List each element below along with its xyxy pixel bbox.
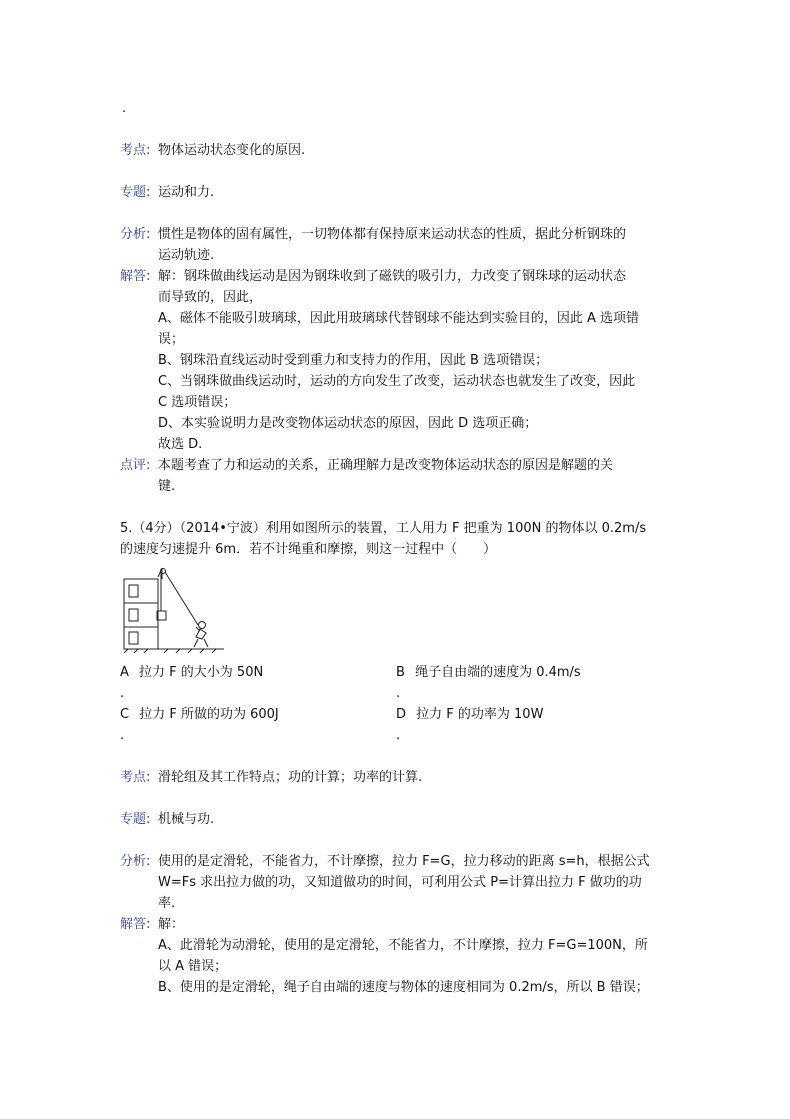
q4-jieda-line: 误； [158, 332, 185, 347]
q4-zhuanti-label: 专题: [120, 185, 151, 200]
q5-kaodian-label: 考点: [120, 770, 151, 785]
option-c-dot: . [120, 728, 125, 743]
option-d [396, 704, 543, 725]
q5-stem-line: 5.（4分）（2014•宁波）利用如图所示的装置，工人用力 F 把重为 100N 的物体以 0.2m/s [120, 521, 647, 536]
q4-jieda-line: B、钢珠沿直线运动时受到重力和支持力的作用，因此 B 选项错误； [158, 353, 549, 368]
q5-jieda-line: A、此滑轮为动滑轮，使用的是定滑轮，不能省力，不计摩擦，拉力 F=G=100N，所 [158, 938, 648, 953]
q4-jieda-line: D、本实验说明力是改变物体运动状态的原因，因此 D 选项正确； [158, 416, 538, 431]
q4-dianping-line: 本题考查了力和运动的关系，正确理解力是改变物体运动状态的原因是解题的关 [158, 458, 614, 473]
q4-fenxi-line: 惯性是物体的固有属性，一切物体都有保持原来运动状态的性质，据此分析钢珠的 [158, 227, 627, 242]
q5-zhuanti-label: 专题: [120, 812, 151, 827]
q4-jieda-line: 解：钢珠做曲线运动是因为钢珠收到了磁铁的吸引力，力改变了钢珠球的运动状态 [158, 269, 627, 284]
q5-fenxi-line: 率. [158, 896, 176, 911]
q5-fenxi-line: W=Fs 求出拉力做的功，又知道做功的时间，可利用公式 P=计算出拉力 F 做功的功 [158, 875, 642, 890]
option-b-letter: B [396, 665, 405, 680]
q4-jieda-label: 解答: [120, 269, 151, 284]
option-b-dot: . [396, 686, 401, 701]
q4-jieda-line: 而导致的，因此， [158, 290, 263, 305]
option-d-letter: D [396, 707, 407, 722]
option-c [120, 704, 279, 725]
option-d-dot: . [396, 728, 401, 743]
pulley-figure [120, 565, 228, 653]
q5-jieda-line: B、使用的是定滑轮，绳子自由端的速度与物体的速度相同为 0.2m/s，所以 B 错误； [158, 980, 649, 995]
q5-jieda-label: 解答: [120, 917, 151, 932]
q5-jieda-line: 解： [158, 917, 185, 932]
q5-stem-line: 的速度匀速提升 6m．若不计绳重和摩擦，则这一过程中（ ） [120, 542, 497, 557]
q5-fenxi-label: 分析: [120, 854, 151, 869]
q4-jieda-line: C、当钢珠做曲线运动时，运动的方向发生了改变，运动状态也就发生了改变，因此 [158, 374, 636, 389]
option-a-text: 拉力 F 的大小为 50N [139, 665, 264, 680]
option-b-text: 绳子自由端的速度为 0.4m/s [415, 665, 581, 680]
q5-fenxi-line: 使用的是定滑轮，不能省力，不计摩擦，拉力 F=G，拉力移动的距离 s=h，根据公式 [158, 854, 650, 869]
q4-dianping-label: 点评: [120, 458, 151, 473]
option-c-letter: C [120, 707, 130, 722]
q4-jieda-line: C 选项错误； [158, 395, 237, 410]
q5-zhuanti-text: 机械与功. [158, 812, 215, 827]
option-b [396, 662, 581, 683]
q4-dianping-line: 键. [158, 479, 176, 494]
option-a-letter: A [120, 665, 129, 680]
q4-jieda-line: 故选 D. [158, 437, 203, 452]
option-c-text: 拉力 F 所做的功为 600J [139, 707, 279, 722]
q4-fenxi-line: 运动轨迹. [158, 248, 215, 263]
option-a-dot: . [120, 686, 125, 701]
option-d-text: 拉力 F 的功率为 10W [416, 707, 544, 722]
option-a [120, 662, 263, 683]
q4-jieda-line: A、磁体不能吸引玻璃球，因此用玻璃球代替钢球不能达到实验目的，因此 A 选项错 [158, 311, 640, 326]
q5-jieda-line: 以 A 错误； [158, 959, 228, 974]
q4-zhuanti-text: 运动和力. [158, 185, 215, 200]
q5-kaodian-text: 滑轮组及其工作特点；功的计算；功率的计算. [158, 770, 423, 785]
q4-kaodian-text: 物体运动状态变化的原因. [158, 143, 306, 158]
q4-fenxi-label: 分析: [120, 227, 151, 242]
q4-kaodian-label: 考点: [120, 143, 151, 158]
top-dot: . [122, 101, 127, 116]
